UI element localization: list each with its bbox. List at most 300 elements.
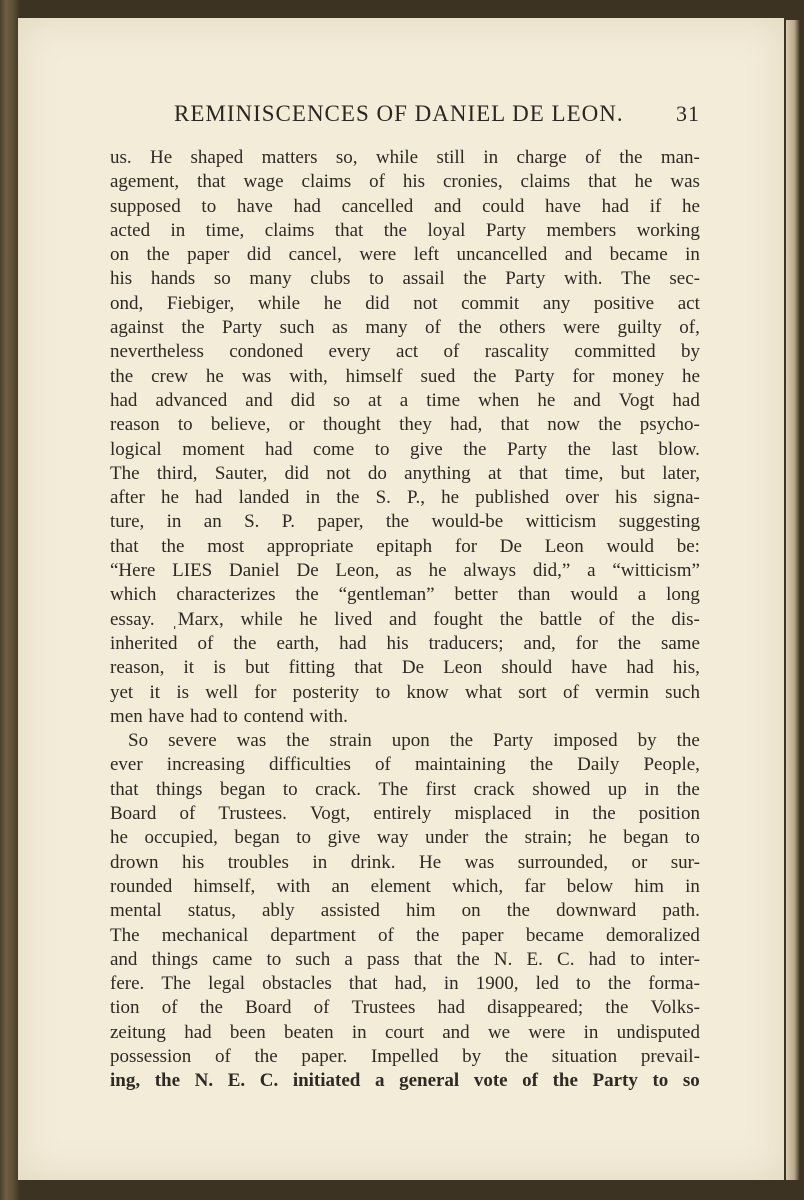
- word: vermin: [595, 681, 649, 703]
- word: of: [522, 1070, 538, 1092]
- word: N.: [493, 948, 513, 970]
- word: his: [182, 851, 205, 873]
- word: under: [425, 827, 469, 849]
- word: pass: [366, 948, 400, 970]
- word: himself,: [193, 875, 256, 897]
- word: if: [649, 195, 662, 217]
- word: Leon: [443, 657, 483, 679]
- word: rascality: [484, 341, 550, 363]
- word: the: [146, 244, 170, 266]
- word: as: [331, 317, 348, 339]
- word: would: [570, 584, 618, 606]
- word: entirely: [373, 803, 432, 825]
- word: cancelled: [341, 195, 414, 217]
- word: he: [441, 487, 460, 509]
- word: do: [367, 462, 387, 484]
- word: his: [110, 268, 133, 290]
- word: reason: [110, 414, 160, 436]
- word: mental: [110, 900, 162, 922]
- word: Volks-: [650, 997, 700, 1019]
- word: that: [110, 535, 139, 557]
- text-line: [110, 389, 700, 413]
- text-line: [110, 1021, 700, 1045]
- text-line: [110, 802, 700, 826]
- word: to: [223, 705, 238, 727]
- word: the: [607, 973, 632, 995]
- word: fought: [433, 608, 483, 630]
- word: forma-: [648, 973, 700, 995]
- text-line: [110, 899, 700, 923]
- word: Vogt: [618, 389, 655, 411]
- text-line: [110, 267, 700, 291]
- word: left: [413, 244, 440, 266]
- word: of: [197, 632, 214, 654]
- word: Party: [592, 1070, 638, 1092]
- page-edge: [786, 20, 800, 1180]
- word: the: [161, 535, 185, 557]
- word: what: [464, 681, 502, 703]
- word: than: [517, 584, 551, 606]
- word: of: [375, 754, 391, 776]
- word: witticism: [525, 511, 597, 533]
- word: appropriate: [266, 535, 354, 557]
- word: the: [567, 438, 591, 460]
- word: believe,: [210, 414, 271, 436]
- word: People,: [643, 754, 700, 776]
- word: we: [487, 1021, 511, 1043]
- word: should: [501, 657, 553, 679]
- word: most: [207, 535, 245, 557]
- word: such: [295, 948, 331, 970]
- word: drown: [110, 851, 159, 873]
- word: claims: [301, 171, 352, 193]
- running-header: [174, 101, 700, 135]
- word: he: [299, 608, 318, 630]
- word: element: [370, 875, 431, 897]
- word: or: [631, 851, 648, 873]
- word: always: [463, 560, 517, 582]
- word: had: [601, 195, 630, 217]
- word: on: [461, 900, 481, 922]
- word: to: [369, 268, 384, 290]
- word: clubs: [310, 268, 351, 290]
- word: he: [428, 560, 447, 582]
- word: claims: [264, 219, 315, 241]
- word: did: [284, 462, 309, 484]
- word: is: [213, 657, 226, 679]
- word: Party: [493, 730, 534, 752]
- text-line: [110, 924, 700, 948]
- word: possession: [110, 1045, 192, 1067]
- word: a: [344, 948, 353, 970]
- word: below: [566, 875, 614, 897]
- word: would: [606, 535, 654, 557]
- word: the: [181, 317, 205, 339]
- word: his,: [672, 657, 700, 679]
- word: would-be: [431, 511, 504, 533]
- word: at: [368, 389, 382, 411]
- word: De: [499, 535, 522, 557]
- text-line: [110, 632, 700, 656]
- word: such: [665, 681, 700, 703]
- word: far: [524, 875, 546, 897]
- text-line: [110, 486, 700, 510]
- word: it: [183, 657, 195, 679]
- word: up: [607, 778, 627, 800]
- text-line: [110, 219, 700, 243]
- text-line: [110, 146, 700, 170]
- word: C.: [557, 948, 575, 970]
- word: things: [151, 948, 199, 970]
- word: and: [442, 1021, 470, 1043]
- word: De: [296, 560, 319, 582]
- word: over: [565, 487, 599, 509]
- running-title: REMINISCENCES OF DANIEL DE LEON.: [174, 101, 624, 126]
- word: surrounded,: [517, 851, 608, 873]
- word: have: [545, 195, 581, 217]
- word: the: [416, 924, 440, 946]
- word: began: [219, 778, 266, 800]
- word: is: [176, 681, 189, 703]
- word: had: [184, 1021, 212, 1043]
- word: prevail-: [640, 1045, 700, 1067]
- word: long: [666, 584, 700, 606]
- text-line: [110, 583, 700, 607]
- word: the: [506, 900, 530, 922]
- word: to: [201, 195, 217, 217]
- word: the: [504, 1045, 529, 1067]
- word: logical: [110, 438, 162, 460]
- word: the: [383, 219, 407, 241]
- word: initiated: [292, 1070, 361, 1092]
- word: an: [203, 511, 222, 533]
- word: came: [212, 948, 253, 970]
- word: position: [638, 803, 700, 825]
- text-line: [110, 462, 700, 486]
- word: Sauter,: [214, 462, 268, 484]
- word: they: [399, 414, 432, 436]
- word: the: [473, 365, 497, 387]
- word: his: [386, 632, 409, 654]
- word: working: [636, 219, 700, 241]
- word: had: [189, 705, 218, 727]
- word: court: [384, 1021, 424, 1043]
- word: the: [676, 778, 700, 800]
- word: rounded: [110, 875, 173, 897]
- text-line: [110, 243, 700, 267]
- word: to: [296, 827, 312, 849]
- word: men: [110, 705, 143, 727]
- text-line: [110, 826, 700, 850]
- word: inherited: [110, 632, 178, 654]
- word: so,: [335, 147, 358, 168]
- word: and: [245, 389, 273, 411]
- word: so: [333, 389, 350, 411]
- word: paper: [187, 244, 230, 266]
- word: in: [583, 1021, 599, 1043]
- word: a: [637, 584, 647, 606]
- word: had,: [394, 973, 427, 995]
- word: the: [110, 365, 134, 387]
- word: the: [336, 487, 360, 509]
- word: had: [437, 997, 465, 1019]
- word: could: [482, 195, 525, 217]
- word: status,: [187, 900, 236, 922]
- word: act: [677, 292, 700, 314]
- text-line: [110, 681, 700, 705]
- word: Trustees.: [218, 803, 287, 825]
- word: such: [279, 317, 315, 339]
- word: So: [128, 730, 149, 752]
- text-line: [110, 365, 700, 389]
- word: had: [626, 657, 654, 679]
- word: nevertheless: [110, 341, 204, 363]
- word: for: [575, 632, 598, 654]
- word: showed: [532, 778, 591, 800]
- word: the: [456, 948, 480, 970]
- word: now: [547, 414, 581, 436]
- word: essay.: [110, 608, 155, 630]
- word: The: [161, 973, 191, 995]
- text-line: [110, 195, 700, 219]
- word: was: [236, 730, 267, 752]
- word: for: [254, 681, 277, 703]
- word: had: [195, 487, 223, 509]
- word: crew: [151, 365, 189, 387]
- word: thought: [322, 414, 381, 436]
- word: that: [519, 462, 548, 484]
- word: the: [449, 730, 474, 752]
- text-line: [110, 705, 700, 729]
- word: crack.: [315, 778, 361, 800]
- word: downward: [556, 900, 637, 922]
- word: it: [149, 681, 161, 703]
- word: the: [552, 1070, 578, 1092]
- word: many: [365, 317, 408, 339]
- word: of: [214, 1045, 231, 1067]
- word: give: [410, 438, 443, 460]
- word: were: [563, 317, 600, 339]
- page-number: 31: [676, 101, 700, 126]
- word: supposed: [110, 195, 181, 217]
- word: difficulties: [268, 754, 351, 776]
- word: fere.: [110, 973, 145, 995]
- word: legal: [208, 973, 246, 995]
- word: blow.: [658, 438, 700, 460]
- word: that: [197, 171, 226, 193]
- word: and: [573, 389, 601, 411]
- word: the: [499, 608, 523, 630]
- word: posterity: [292, 681, 360, 703]
- word: to: [575, 973, 591, 995]
- word: the: [463, 438, 487, 460]
- word: positive: [593, 292, 655, 314]
- word: man-: [660, 147, 700, 168]
- word: the: [385, 511, 410, 533]
- word: to: [177, 414, 193, 436]
- word: in: [483, 147, 499, 168]
- word: which,: [451, 875, 504, 897]
- word: last: [611, 438, 638, 460]
- word: yet: [110, 681, 134, 703]
- word: or: [288, 414, 305, 436]
- word: others: [499, 317, 546, 339]
- word: while: [257, 292, 301, 314]
- word: in: [644, 778, 660, 800]
- word: anything: [404, 462, 471, 484]
- word: had: [339, 632, 367, 654]
- word: in: [351, 1021, 367, 1043]
- word: severe: [168, 730, 217, 752]
- word: did: [290, 389, 316, 411]
- word: He: [150, 147, 173, 168]
- word: undisputed: [616, 1021, 700, 1043]
- word: published: [475, 487, 550, 509]
- word: characterizes: [176, 584, 276, 606]
- word: did: [365, 292, 390, 314]
- word: reason,: [110, 657, 165, 679]
- word: assail: [402, 268, 445, 290]
- word: him: [406, 900, 436, 922]
- word: an: [331, 875, 350, 897]
- word: to: [685, 827, 700, 849]
- word: he: [682, 195, 700, 217]
- word: mechanical: [161, 924, 249, 946]
- word: The: [378, 778, 409, 800]
- word: ably: [261, 900, 295, 922]
- word: vote: [473, 1070, 508, 1092]
- word: have: [236, 195, 273, 217]
- word: the: [592, 803, 616, 825]
- word: imposed: [553, 730, 618, 752]
- word: in: [685, 875, 700, 897]
- word: he: [682, 365, 700, 387]
- text-line: [110, 535, 700, 559]
- word: act: [396, 341, 419, 363]
- word: with: [276, 875, 311, 897]
- word: but: [245, 657, 270, 679]
- word: us.: [110, 147, 132, 168]
- word: Impelled: [370, 1045, 439, 1067]
- word: of: [313, 997, 330, 1019]
- text-line: [110, 972, 700, 996]
- word: agement,: [110, 171, 180, 193]
- word: ˌMarx,: [171, 608, 224, 630]
- word: to: [266, 948, 282, 970]
- word: in: [170, 219, 186, 241]
- word: a: [374, 1070, 385, 1092]
- word: demoralized: [606, 924, 700, 946]
- word: general: [399, 1070, 460, 1092]
- word: paper: [461, 924, 504, 946]
- text-line: [110, 778, 700, 802]
- word: The: [110, 924, 140, 946]
- word: for: [572, 365, 595, 387]
- word: Fiebiger,: [166, 292, 235, 314]
- word: had: [672, 389, 700, 411]
- word: committed: [574, 341, 656, 363]
- word: time,: [564, 462, 604, 484]
- word: a: [399, 389, 409, 411]
- word: cronies,: [442, 171, 503, 193]
- word: occupied,: [144, 827, 218, 849]
- word: the: [458, 317, 482, 339]
- word: drink.: [350, 851, 396, 873]
- word: hands: [150, 268, 196, 290]
- word: of: [369, 171, 385, 193]
- word: “Here: [110, 560, 156, 582]
- word: contend: [243, 705, 304, 727]
- word: had: [293, 195, 321, 217]
- word: of: [425, 317, 441, 339]
- word: earth,: [276, 632, 320, 654]
- word: the: [605, 997, 629, 1019]
- word: his: [615, 487, 638, 509]
- word: so: [682, 1070, 700, 1092]
- text-line: [110, 875, 700, 899]
- word: S.: [375, 487, 391, 509]
- word: loyal: [427, 219, 466, 241]
- word: the: [233, 632, 257, 654]
- word: Trustees: [351, 997, 416, 1019]
- word: a: [587, 560, 596, 582]
- word: of: [179, 803, 196, 825]
- word: he: [110, 827, 128, 849]
- word: Party: [505, 268, 546, 290]
- word: third,: [156, 462, 198, 484]
- word: began: [234, 827, 280, 849]
- word: E.: [227, 1070, 246, 1092]
- text-line: [110, 851, 700, 875]
- word: sued: [420, 365, 456, 387]
- word: psycho-: [639, 414, 700, 436]
- word: first: [425, 778, 457, 800]
- text-line: [110, 559, 700, 583]
- word: in: [305, 487, 321, 509]
- word: ever: [110, 754, 143, 776]
- text-line: [110, 413, 700, 437]
- word: 1900,: [475, 973, 519, 995]
- word: sur-: [670, 851, 700, 873]
- word: disappeared;: [487, 997, 584, 1019]
- text-line: [110, 316, 700, 340]
- word: traducers;: [428, 632, 504, 654]
- text-line: [110, 729, 700, 753]
- word: himself: [345, 365, 403, 387]
- word: while: [375, 147, 419, 168]
- word: at: [487, 462, 502, 484]
- word: money: [612, 365, 665, 387]
- word: cancel,: [288, 244, 342, 266]
- word: LIES: [172, 560, 213, 582]
- word: by: [681, 341, 700, 363]
- word: sec-: [669, 268, 700, 290]
- word: of: [562, 681, 579, 703]
- word: time,: [205, 219, 245, 241]
- word: Party: [507, 438, 548, 460]
- word: the: [154, 1070, 181, 1092]
- word: not: [326, 462, 351, 484]
- word: in: [312, 851, 328, 873]
- word: had,: [450, 414, 483, 436]
- text-line: [110, 656, 700, 680]
- word: ing,: [110, 1070, 141, 1092]
- word: strain;: [524, 827, 573, 849]
- word: he: [160, 487, 179, 509]
- word: moment: [182, 438, 245, 460]
- word: claims: [520, 171, 571, 193]
- word: that: [354, 657, 383, 679]
